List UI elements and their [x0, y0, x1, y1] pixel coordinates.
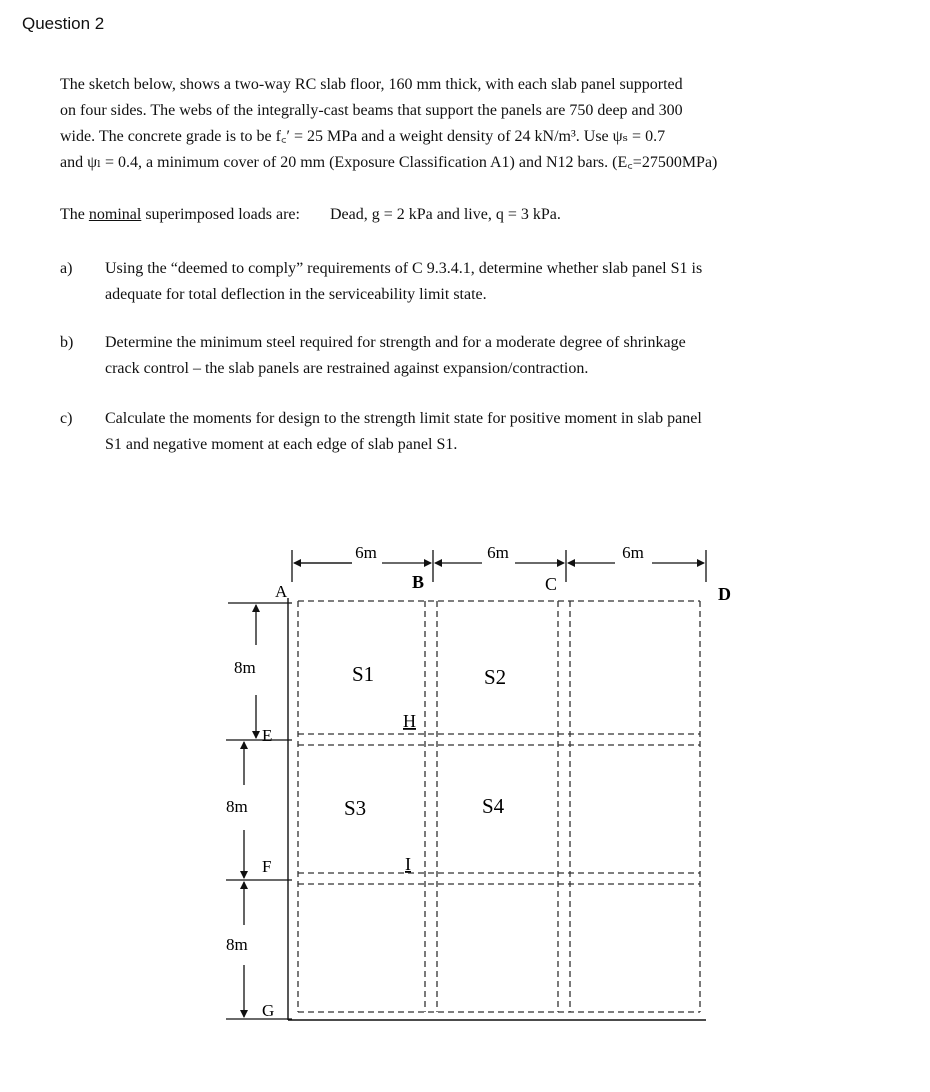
grid-label-a: A	[275, 582, 288, 601]
intro-line: on four sides. The webs of the integrally-cast beams that support the panels are 750 deep and 300	[60, 102, 683, 119]
grid-label-d: D	[718, 584, 731, 604]
grid-label-b: B	[412, 572, 425, 592]
grid-label-g: G	[262, 1001, 275, 1020]
loads-prefix: The	[60, 206, 89, 223]
part-line: S1 and negative moment at each edge of slab panel S1.	[105, 436, 458, 453]
intro-line: and ψₗ = 0.4, a minimum cover of 20 mm (Exposure Classification A1) and N12 bars. (E꜀=27500MPa)	[60, 154, 718, 171]
height-label: 8m	[226, 935, 248, 954]
part-label: a)	[60, 260, 73, 277]
grid-label-c: C	[545, 574, 558, 594]
panel-label-s2: S2	[484, 665, 507, 689]
grid-label-e: E	[262, 726, 273, 745]
part-line: Using the “deemed to comply” requirements of C 9.3.4.1, determine whether slab panel S1 is	[105, 260, 703, 277]
part-label: c)	[60, 410, 73, 427]
span-label: 6m	[487, 543, 509, 562]
grid-label-i: I	[405, 854, 411, 874]
panel-label-s3: S3	[344, 796, 367, 820]
loads-nominal: nominal	[88, 206, 142, 223]
part-line: crack control – the slab panels are restrained against expansion/contraction.	[105, 360, 589, 377]
part-line: Determine the minimum steel required for strength and for a moderate degree of shrinkage	[105, 334, 686, 351]
intro-line: wide. The concrete grade is to be f꜀′ = 25 MPa and a weight density of 24 kN/m³. Use ψₛ = 0.7	[60, 128, 666, 145]
grid-label-f: F	[262, 857, 272, 876]
part-line: Calculate the moments for design to the strength limit state for positive moment in slab panel	[105, 410, 702, 427]
height-label: 8m	[226, 797, 248, 816]
question-title: Question 2	[22, 14, 105, 33]
panel-label-s4: S4	[482, 794, 505, 818]
grid-label-h: H	[403, 711, 416, 731]
part-line: adequate for total deflection in the serviceability limit state.	[105, 286, 487, 303]
intro-line: The sketch below, shows a two-way RC slab floor, 160 mm thick, with each slab panel supported	[60, 76, 683, 93]
part-label: b)	[60, 334, 74, 351]
loads-middle: superimposed loads are:	[141, 206, 300, 223]
span-label: 6m	[355, 543, 377, 562]
span-label: 6m	[622, 543, 644, 562]
panel-label-s1: S1	[352, 662, 375, 686]
loads-values: Dead, g = 2 kPa and live, q = 3 kPa.	[329, 206, 561, 223]
height-label: 8m	[234, 658, 256, 677]
